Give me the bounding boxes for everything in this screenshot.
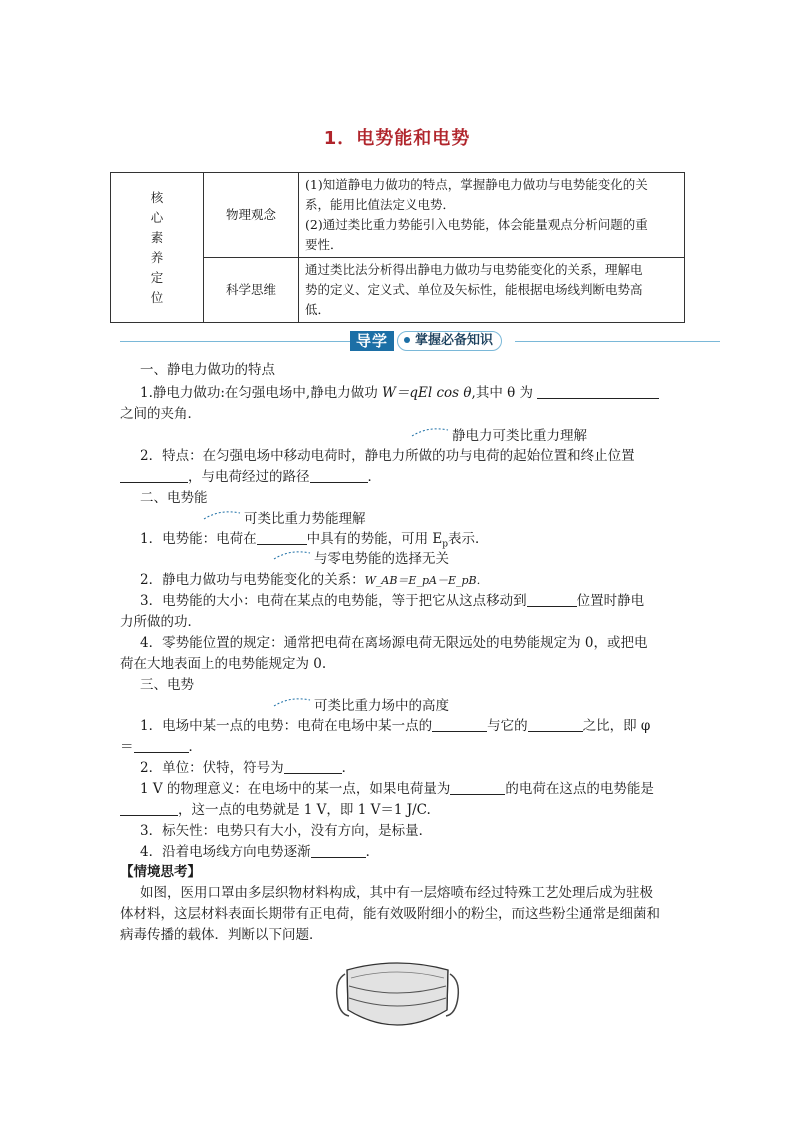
paragraph: [140, 383, 659, 404]
fill-blank[interactable]: [310, 468, 368, 483]
core-char: 养: [150, 249, 164, 265]
page-title: 1．电势能和电势: [323, 128, 471, 149]
desc-line: 通过类比法分析得出静电力做功与电势能变化的关系，理解电: [305, 262, 643, 277]
curved-arrow-icon: [202, 507, 242, 521]
text: ．: [341, 760, 356, 776]
text: 4．沿着电场线方向电势逐渐: [140, 844, 311, 860]
core-char: 心: [150, 209, 164, 225]
paragraph: [120, 737, 202, 758]
formula: W_AB＝E_pA－E_pB．: [364, 574, 488, 587]
paragraph: 体材料，这层材料表面长期带有正电荷，能有效吸附细小的粉尘，而这些粉尘通常是细菌和: [120, 906, 660, 922]
text: 2．单位：伏特，符号为: [140, 760, 284, 776]
text: 1.静电力做功:在匀强电场中,静电力做功: [140, 385, 383, 401]
core-char: 素: [150, 229, 164, 245]
dot-icon: [404, 337, 410, 343]
section-banner: [120, 330, 720, 354]
banner-line: [515, 341, 720, 342]
margin-note: [204, 509, 366, 529]
note-text: 与零电势能的选择无关: [314, 551, 449, 567]
paragraph: 如图，医用口罩由多层织物材料构成，其中有一层熔喷布经过特殊工艺处理后成为驻极: [140, 885, 653, 901]
text: 位置时静电: [576, 593, 645, 609]
text: 的电荷在这点的电势能是: [505, 781, 654, 797]
text: ．: [367, 469, 381, 485]
text: 表示．: [448, 531, 489, 547]
paragraph: [140, 570, 488, 591]
core-literacy-table: [110, 172, 685, 323]
text: ．: [188, 739, 202, 755]
core-literacy-label: [111, 173, 204, 323]
text: 中具有的势能，可用 E: [306, 531, 443, 547]
fill-blank[interactable]: [284, 759, 342, 774]
fill-blank[interactable]: [120, 801, 178, 816]
desc-line: 低．: [305, 302, 331, 317]
note-text: 可类比重力势能理解: [244, 511, 366, 527]
desc-line: 系，能用比值法定义电势．: [305, 197, 456, 212]
fill-blank[interactable]: [432, 717, 487, 732]
margin-note: [412, 426, 587, 446]
paragraph: 4．零势能位置的规定：通常把电荷在离场源电荷无限远处的电势能规定为 0，或把电: [140, 635, 648, 651]
paragraph: 力所做的功．: [120, 614, 201, 630]
note-text: 可类比重力场中的高度: [314, 698, 449, 714]
text: ，这一点的电势就是 1 V，即 1 V＝1 J/C.: [178, 802, 431, 818]
core-char: 核: [150, 189, 164, 205]
text: 3．电势能的大小：电荷在某点的电势能，等于把它从这点移动到: [140, 593, 527, 609]
curved-arrow-icon: [272, 694, 312, 708]
text: ．: [365, 844, 380, 860]
text: 1．电场中某一点的电势：电荷在电场中某一点的: [140, 718, 433, 734]
text: 1．电势能：电荷在: [140, 531, 257, 547]
fill-blank[interactable]: [528, 717, 583, 732]
scenario-heading: 【情境思考】: [120, 864, 201, 880]
text: 与它的: [487, 718, 528, 734]
text: 1 V 的物理意义：在电场中的某一点，如果电荷量为: [140, 781, 451, 797]
goal-description: [299, 173, 685, 258]
core-char: 定: [150, 269, 164, 285]
paragraph: 荷在大地表面上的电势能规定为 0.: [120, 656, 327, 672]
fill-blank[interactable]: [527, 592, 577, 607]
banner-line: [120, 341, 350, 342]
category-physics-concept: 物理观念: [204, 173, 299, 258]
fill-blank[interactable]: [120, 468, 188, 483]
desc-line: (1)知道静电力做功的特点，掌握静电力做功与电势能变化的关: [305, 177, 648, 192]
banner-text: 掌握必备知识: [415, 333, 494, 348]
fill-blank[interactable]: [537, 384, 659, 399]
goal-description: [299, 258, 685, 323]
category-scientific-thinking: 科学思维: [204, 258, 299, 323]
fill-blank[interactable]: [450, 780, 505, 795]
desc-line: (2)通过类比重力势能引入电势能，体会能量观点分析问题的重: [305, 217, 648, 232]
paragraph: 之间的夹角．: [120, 406, 201, 422]
heading-1: 一、静电力做功的特点: [140, 362, 275, 378]
paragraph: 病毒传播的载体．判断以下问题．: [120, 927, 323, 943]
text: 2．静电力做功与电势能变化的关系：: [140, 572, 365, 588]
banner-label: [397, 331, 502, 351]
paragraph: [120, 467, 381, 488]
desc-line: 要性．: [305, 237, 343, 252]
paragraph: [120, 800, 431, 821]
paragraph: [140, 716, 650, 737]
banner-badge: 导学: [350, 331, 394, 351]
margin-note: [274, 549, 449, 569]
paragraph: 1．电势能：电荷在 中具有的势能，可用 $E_p$表示．: [140, 531, 489, 550]
text: ＝: [120, 739, 134, 755]
note-text: 静电力可类比重力理解: [452, 428, 587, 444]
text: ，与电荷经过的路径: [188, 469, 310, 485]
paragraph: [140, 842, 379, 863]
paragraph: [140, 779, 654, 800]
margin-note: [274, 696, 449, 716]
heading-3: 三、电势: [140, 677, 194, 693]
curved-arrow-icon: [272, 547, 312, 561]
table-row: [111, 173, 685, 258]
paragraph: 3．标矢性：电势只有大小，没有方向，是标量．: [140, 823, 433, 839]
text: 之比，即 φ: [582, 718, 651, 734]
text: ,其中 θ 为: [471, 385, 534, 401]
desc-line: 势的定义、定义式、单位及矢标性，能根据电场线判断电势高: [305, 282, 643, 297]
curved-arrow-icon: [410, 424, 450, 438]
paragraph: [140, 758, 355, 779]
fill-blank[interactable]: [257, 530, 307, 545]
core-char: 位: [150, 289, 164, 305]
paragraph: [140, 591, 644, 612]
heading-2: 二、电势能: [140, 490, 208, 506]
formula: W＝qEl cos θ: [382, 385, 472, 401]
face-mask-image: [325, 952, 470, 1042]
fill-blank[interactable]: [134, 738, 189, 753]
fill-blank[interactable]: [311, 843, 366, 858]
paragraph: 2．特点：在匀强电场中移动电荷时，静电力所做的功与电荷的起始位置和终止位置: [140, 448, 635, 464]
